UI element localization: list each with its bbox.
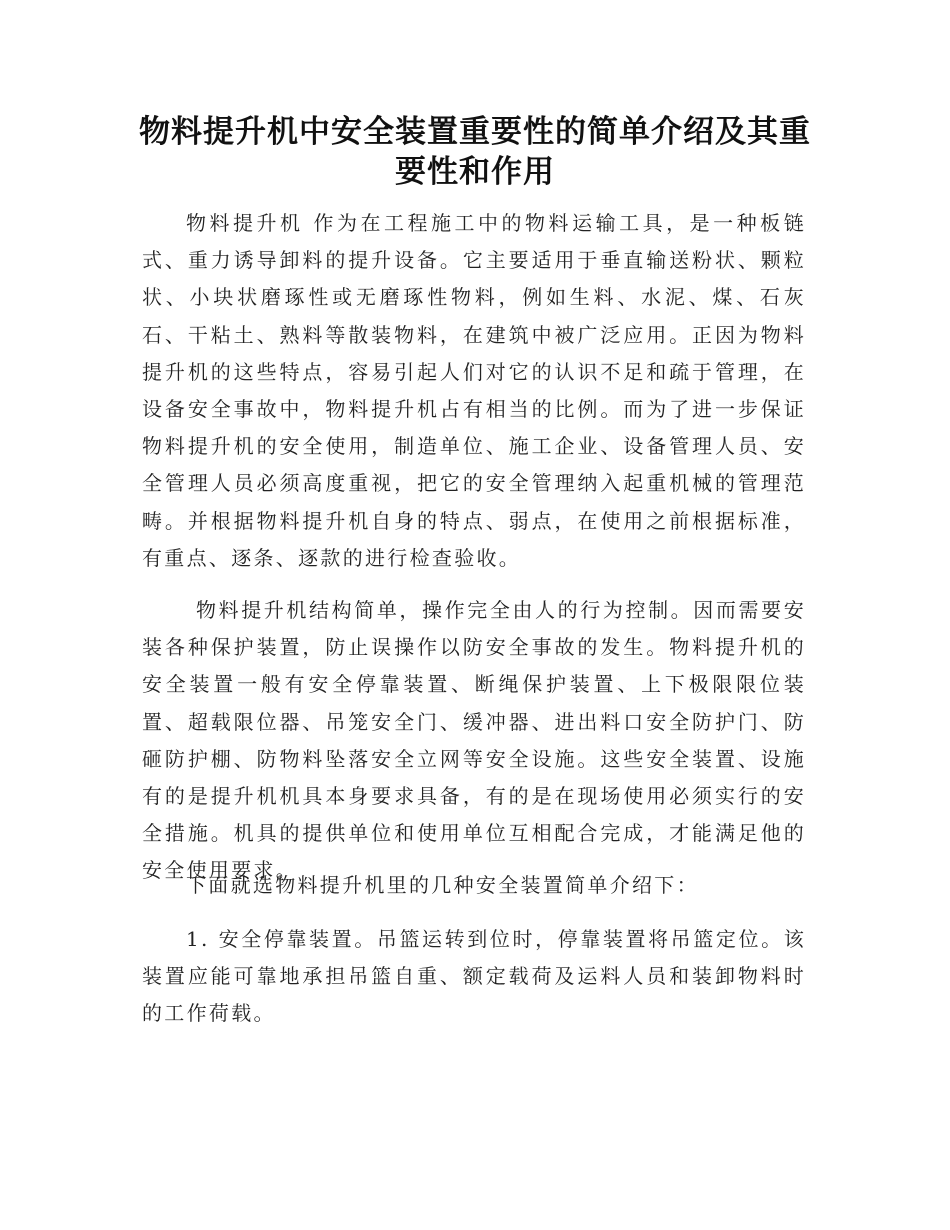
- document-title: 物料提升机中安全装置重要性的简单介绍及其重要性和作用: [139, 114, 811, 190]
- paragraph-lead-in: 下面就选物料提升机里的几种安全装置简单介绍下：: [186, 873, 699, 897]
- paragraph-structure: 物料提升机结构简单，操作完全由人的行为控制。因而需要安装各种保护装置，防止误操作以防安全事故的发生。物料提升机的安全装置一般有安全停靠装置、断绳保护装置、上下极限限位装置、超载限位器、吊笼安全门、缓冲器、进出料口安全防护门、防砸防护棚、防物料坠落安全立网等安全设施。这些安全装置、设施有的是提升机机具本身要求具备，有的是在现场使用必须实行的安全措施。机具的提供单位和使用单位互相配合完成，才能满足他的安全使用要求。: [142, 598, 806, 883]
- paragraph-intro: 物料提升机 作为在工程施工中的物料运输工具，是一种板链式、重力诱导卸料的提升设备。它主要适用于垂直输送粉状、颗粒状、小块状磨琢性或无磨琢性物料，例如生料、水泥、煤、石灰石、干粘土、熟料等散装物料，在建筑中被广泛应用。正因为物料提升机的这些特点，容易引起人们对它的认识不足和疏于管理，在设备安全事故中，物料提升机占有相当的比例。而为了进一步保证物料提升机的安全使用，制造单位、施工企业、设备管理人员、安全管理人员必须高度重视，把它的安全管理纳入起重机械的管理范畴。并根据物料提升机自身的特点、弱点，在使用之前根据标准，有重点、逐条、逐款的进行检查验收。: [142, 211, 806, 570]
- paragraph-item-1: 1. 安全停靠装置。吊篮运转到位时，停靠装置将吊篮定位。该装置应能可靠地承担吊篮自重、额定载荷及运料人员和装卸物料时的工作荷载。: [142, 927, 806, 1026]
